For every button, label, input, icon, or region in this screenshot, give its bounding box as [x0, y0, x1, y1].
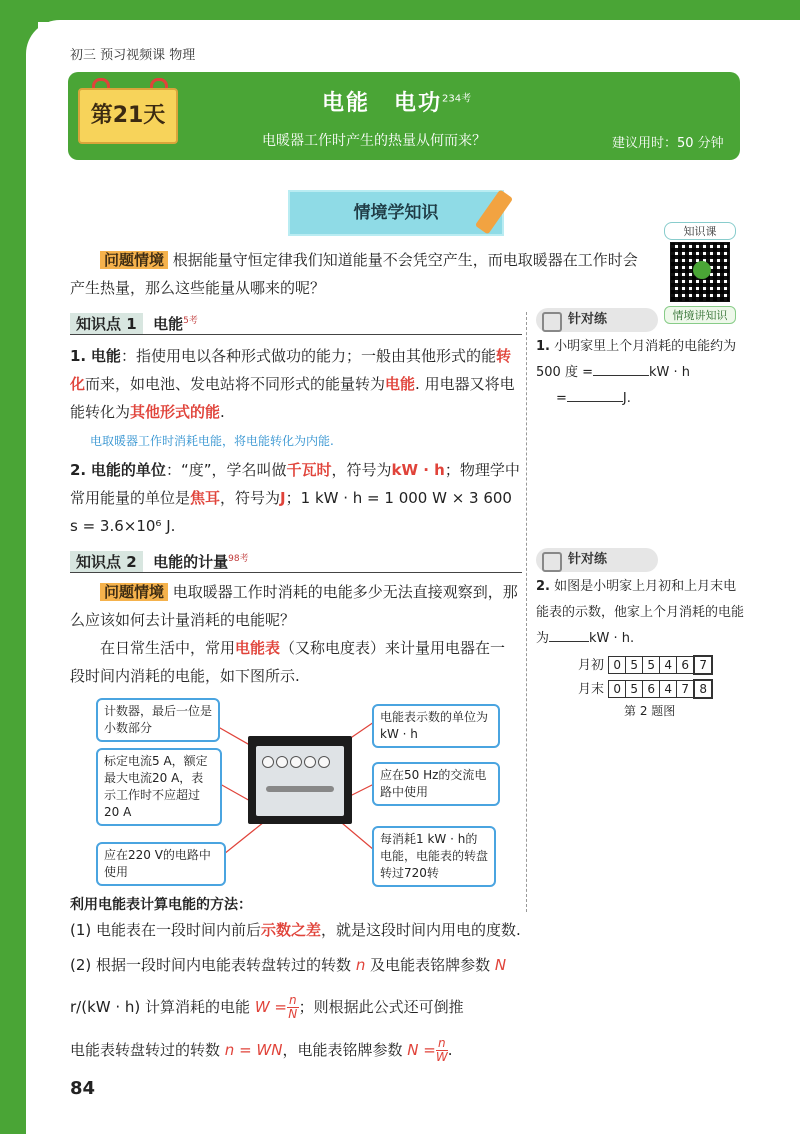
- fraction-den: N: [288, 1007, 298, 1021]
- callout-frequency: 应在50 Hz的交流电路中使用: [372, 762, 500, 806]
- practice-label-2: 针对练: [568, 552, 608, 567]
- item1-text-c: . 用电器又将电能转化为: [70, 375, 515, 421]
- item2-red-b: kW · h: [391, 461, 445, 479]
- practice-tag-2: [536, 548, 658, 572]
- callout-revolutions: 每消耗1 kW · h的电能，电能表的转盘转过720转: [372, 826, 496, 887]
- method-1: [70, 916, 530, 944]
- callout-current: 标定电流5 A，额定最大电流20 A，表示工作时不应超过20 A: [96, 748, 222, 826]
- method-2: [70, 944, 530, 1028]
- fraction-n-over-N: [287, 994, 299, 1021]
- dial-icon: [276, 756, 288, 768]
- method3-b: ，电能表铭牌参数: [282, 1041, 403, 1059]
- method1-b: ，就是这段时间内用电的度数.: [321, 921, 521, 939]
- qr-bottom-label: 情境讲知识: [664, 306, 736, 324]
- item1-red-c: 其他形式的能: [130, 403, 221, 421]
- callout-counter: 计数器，最后一位是小数部分: [96, 698, 220, 742]
- note-1: 电取暖器工作时消耗电能，将电能转化为内能.: [90, 434, 334, 448]
- method2-N: N: [494, 956, 507, 974]
- question-2: [536, 574, 746, 652]
- end-label: 月末: [578, 682, 605, 697]
- item1-text-a: ：指使用电以各种形式做功的能力；一般由其他形式的能: [120, 347, 496, 365]
- decimal-digit: 8: [693, 679, 713, 699]
- section-heading: 情境学知识: [288, 190, 504, 236]
- method2-a: (2) 根据一段时间内电能表转盘转过的转数: [70, 956, 352, 974]
- scenario-tag: 问题情境: [100, 251, 168, 269]
- method-title: 利用电能表计算电能的方法：: [70, 897, 252, 913]
- dial-icon: [290, 756, 302, 768]
- method1-a: (1) 电能表在一段时间内前后: [70, 921, 262, 939]
- para2-red: 电能表: [235, 639, 281, 657]
- digit: 7: [676, 680, 694, 698]
- meter-disk-icon: [266, 786, 334, 792]
- lesson-question: 电暖器工作时产生的热量从何而来？: [262, 133, 486, 149]
- q1-text: 小明家里上个月消耗的电能约为 500 度 =: [536, 339, 737, 380]
- para2-text-b: （又称电度表）来计量用电器在一段时间内消耗的电能，如下图所示.: [70, 639, 506, 685]
- q2-text: 如图是小明家上月初和上月末电能表的示数，他家上个月消耗的电能为: [536, 579, 745, 646]
- practice-tag-1: [536, 308, 658, 332]
- intro-text: 根据能量守恒定律我们知道能量不会凭空产生，而电取暖器在工作时会产生热量，那么这些能量从哪来的呢？: [70, 251, 638, 297]
- fraction-n-over-W: [436, 1037, 448, 1064]
- digit: 4: [659, 656, 677, 674]
- item2-text-e: ；1 kW · h = 1 000 W × 3 600 s = 3.6×10⁶ J.: [70, 489, 512, 535]
- method3-c: .: [447, 1041, 453, 1059]
- item1-head: 电能: [90, 347, 121, 365]
- digit: 0: [608, 656, 626, 674]
- digit: 0: [608, 680, 626, 698]
- method2-W: W =: [254, 998, 287, 1016]
- suggested-time: 建议用时：50 分钟: [612, 136, 724, 151]
- item1-red-b: 电能: [385, 375, 416, 393]
- meter-face: [256, 746, 344, 816]
- q1-blank-1[interactable]: [593, 375, 649, 376]
- method2-n: n: [355, 956, 366, 974]
- practice-label-1: 针对练: [568, 312, 608, 327]
- day-label: 第21天: [78, 88, 178, 144]
- intro2-text: 电取暖器工作时消耗的电能多少无法直接观察到，那么应该如何去计量消耗的电能呢？: [70, 583, 518, 629]
- item2-red-c: 焦耳: [190, 489, 221, 507]
- item2-text-a: ：“度”，学名叫做: [165, 461, 287, 479]
- decimal-digit: 7: [693, 655, 713, 675]
- method3-N: N =: [407, 1041, 436, 1059]
- kp2-label: 知识点 2: [70, 551, 143, 573]
- item2-num: 2.: [70, 461, 87, 479]
- item1-red-a: 转化: [70, 347, 511, 393]
- qr-top-label: 知识课: [664, 222, 736, 240]
- digit: 6: [676, 656, 694, 674]
- dial-icon: [262, 756, 274, 768]
- lesson-title-exam-count: 234考: [442, 93, 472, 105]
- para2-text-a: 在日常生活中，常用: [100, 639, 236, 657]
- q2-blank[interactable]: [549, 641, 589, 642]
- q1-num: 1.: [536, 339, 550, 354]
- item1-text-b: 而来，如电池、发电站将不同形式的能量转为: [85, 375, 386, 393]
- method-3: [70, 1036, 530, 1064]
- method3-a: 电能表转盘转过的转数: [70, 1041, 221, 1059]
- q1-unit: kW · h: [648, 365, 691, 380]
- fraction-num: n: [288, 993, 297, 1007]
- q2-unit: kW · h.: [589, 631, 635, 646]
- method1-red: 示数之差: [261, 921, 322, 939]
- kp1-title: 电能: [153, 315, 184, 333]
- scenario-tag-2: 问题情境: [100, 583, 168, 601]
- hand-pointer-icon: [542, 552, 562, 572]
- item2-text-c: ；物理学中常用能量的单位是: [70, 461, 520, 507]
- hand-pointer-icon: [542, 312, 562, 332]
- digit: 6: [642, 680, 660, 698]
- item2-red-d: J: [280, 489, 286, 507]
- dial-icon: [304, 756, 316, 768]
- method2-d: ；则根据此公式还可倒推: [298, 998, 464, 1016]
- digit: 5: [642, 656, 660, 674]
- item1-text-d: .: [220, 403, 225, 421]
- item2-text-b: ，符号为: [331, 461, 392, 479]
- callout-unit: 电能表示数的单位为kW · h: [372, 704, 500, 748]
- callout-voltage: 应在220 V的电路中使用: [96, 842, 226, 886]
- kp2-exam-count: 98考: [228, 554, 249, 564]
- digit: 5: [625, 680, 643, 698]
- dial-icon: [318, 756, 330, 768]
- item2-text-d: ，符号为: [220, 489, 281, 507]
- figure-caption: 第 2 题图: [624, 704, 676, 718]
- item1-num: 1.: [70, 347, 87, 365]
- meter-reading-end: [578, 678, 712, 699]
- question-1: [536, 334, 746, 412]
- start-label: 月初: [578, 658, 605, 673]
- fraction-num-2: n: [436, 1037, 448, 1051]
- item2-red-a: 千瓦时: [286, 461, 332, 479]
- q1-blank-2[interactable]: [567, 401, 623, 402]
- page-number: 84: [70, 1078, 96, 1099]
- method2-b: 及电能表铭牌参数: [370, 956, 491, 974]
- meter-reading-start: [578, 654, 712, 675]
- kp1-exam-count: 5考: [183, 316, 198, 326]
- q1-unit2: J.: [622, 391, 631, 406]
- method2-c: r/(kW · h) 计算消耗的电能: [70, 998, 251, 1016]
- electric-meter-image: [248, 736, 352, 824]
- fraction-den-2: W: [435, 1050, 448, 1064]
- q2-num: 2.: [536, 579, 550, 594]
- kp1-label: 知识点 1: [70, 313, 143, 335]
- digit: 4: [659, 680, 677, 698]
- kp2-title: 电能的计量: [153, 553, 229, 571]
- item2-head: 电能的单位: [90, 461, 166, 479]
- digit: 5: [625, 656, 643, 674]
- method3-eq: n = WN: [224, 1041, 283, 1059]
- q1-eq: =: [556, 391, 567, 406]
- course-title: 初三 预习视频课 物理: [70, 48, 196, 63]
- lesson-title-text: 电能 电功: [322, 91, 443, 116]
